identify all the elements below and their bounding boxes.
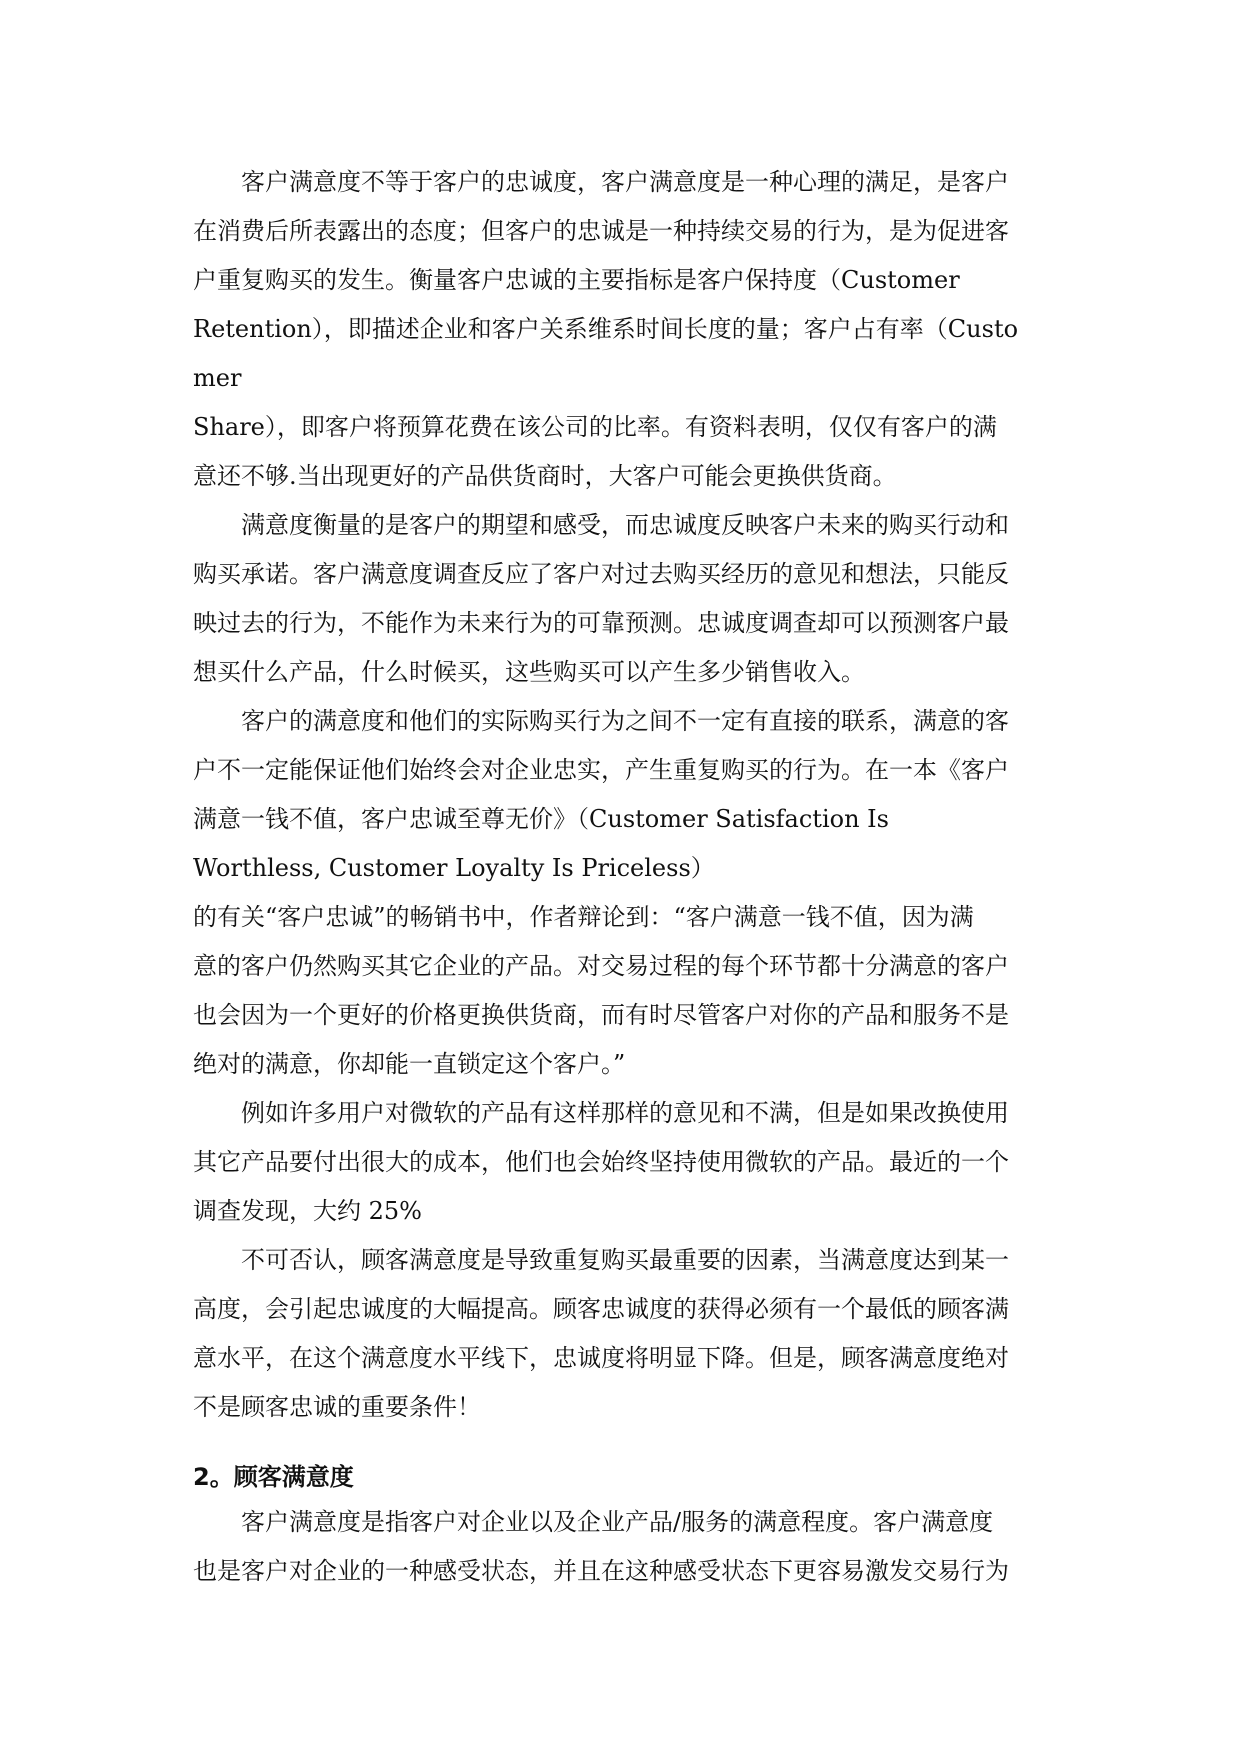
text-line: 意的客户仍然购买其它企业的产品。对交易过程的每个环节都十分满意的客户: [193, 952, 1009, 980]
text-line: Retention），即描述企业和客户关系维系时间长度的量；客户占有率（Custo: [193, 315, 1019, 343]
text-line: 户不一定能保证他们始终会对企业忠实，产生重复购买的行为。在一本《客户: [193, 756, 1009, 784]
document-body: [193, 158, 1053, 1596]
text-line: 客户的满意度和他们的实际购买行为之间不一定有直接的联系，满意的客: [241, 707, 1009, 735]
text-line: Worthless, Customer Loyalty Is Priceless）: [193, 854, 715, 882]
text-line: 在消费后所表露出的态度；但客户的忠诚是一种持续交易的行为，是为促进客: [193, 217, 1009, 245]
text-line: 绝对的满意，你却能一直锁定这个客户。”: [193, 1050, 626, 1078]
paragraph-conclusion: [193, 1236, 1053, 1432]
text-line: 客户满意度不等于客户的忠诚度，客户满意度是一种心理的满足，是客户: [241, 168, 1009, 196]
paragraph-section-intro: [193, 1498, 1053, 1596]
text-line: Share），即客户将预算花费在该公司的比率。有资料表明，仅仅有客户的满: [193, 413, 997, 441]
paragraph-expectation: [193, 501, 1053, 697]
text-line: 不是顾客忠诚的重要条件！: [193, 1393, 481, 1421]
text-line: 客户满意度是指客户对企业以及企业产品/服务的满意程度。客户满意度: [241, 1508, 994, 1536]
text-line: 想买什么产品，什么时候买，这些购买可以产生多少销售收入。: [193, 658, 865, 686]
text-line: 意还不够.当出现更好的产品供货商时，大客户可能会更换供货商。: [193, 462, 897, 490]
text-line: 其它产品要付出很大的成本，他们也会始终坚持使用微软的产品。最近的一个: [193, 1148, 1009, 1176]
text-line: 调查发现，大约 25%: [193, 1197, 422, 1225]
text-line: 也是客户对企业的一种感受状态，并且在这种感受状态下更容易激发交易行为: [193, 1557, 1009, 1585]
text-line: 满意一钱不值，客户忠诚至尊无价》（Customer Satisfaction Is: [193, 805, 889, 833]
text-line: 购买承诺。客户满意度调查反应了客户对过去购买经历的意见和想法，只能反: [193, 560, 1009, 588]
text-line: 的有关“客户忠诚”的畅销书中，作者辩论到：“客户满意一钱不值，因为满: [193, 903, 974, 931]
text-line: 也会因为一个更好的价格更换供货商，而有时尽管客户对你的产品和服务不是: [193, 1001, 1009, 1029]
text-line: 意水平，在这个满意度水平线下，忠诚度将明显下降。但是，顾客满意度绝对: [193, 1344, 1009, 1372]
text-line: 户重复购买的发生。衡量客户忠诚的主要指标是客户保持度（Customer: [193, 266, 960, 294]
paragraph-book-quote: [193, 697, 1053, 1089]
paragraph-microsoft-example: [193, 1089, 1053, 1236]
spacer: [193, 1432, 1053, 1456]
text-line: 不可否认，顾客满意度是导致重复购买最重要的因素，当满意度达到某一: [241, 1246, 1009, 1274]
text-line: mer: [193, 364, 242, 392]
text-line: 例如许多用户对微软的产品有这样那样的意见和不满，但是如果改换使用: [241, 1099, 1009, 1127]
text-line: 高度，会引起忠诚度的大幅提高。顾客忠诚度的获得必须有一个最低的顾客满: [193, 1295, 1009, 1323]
section-heading: 2。顾客满意度: [193, 1463, 354, 1491]
text-line: 映过去的行为，不能作为未来行为的可靠预测。忠诚度调查却可以预测客户最: [193, 609, 1009, 637]
text-line: 满意度衡量的是客户的期望和感受，而忠诚度反映客户未来的购买行动和: [241, 511, 1009, 539]
paragraph-customer-loyalty: [193, 158, 1053, 501]
